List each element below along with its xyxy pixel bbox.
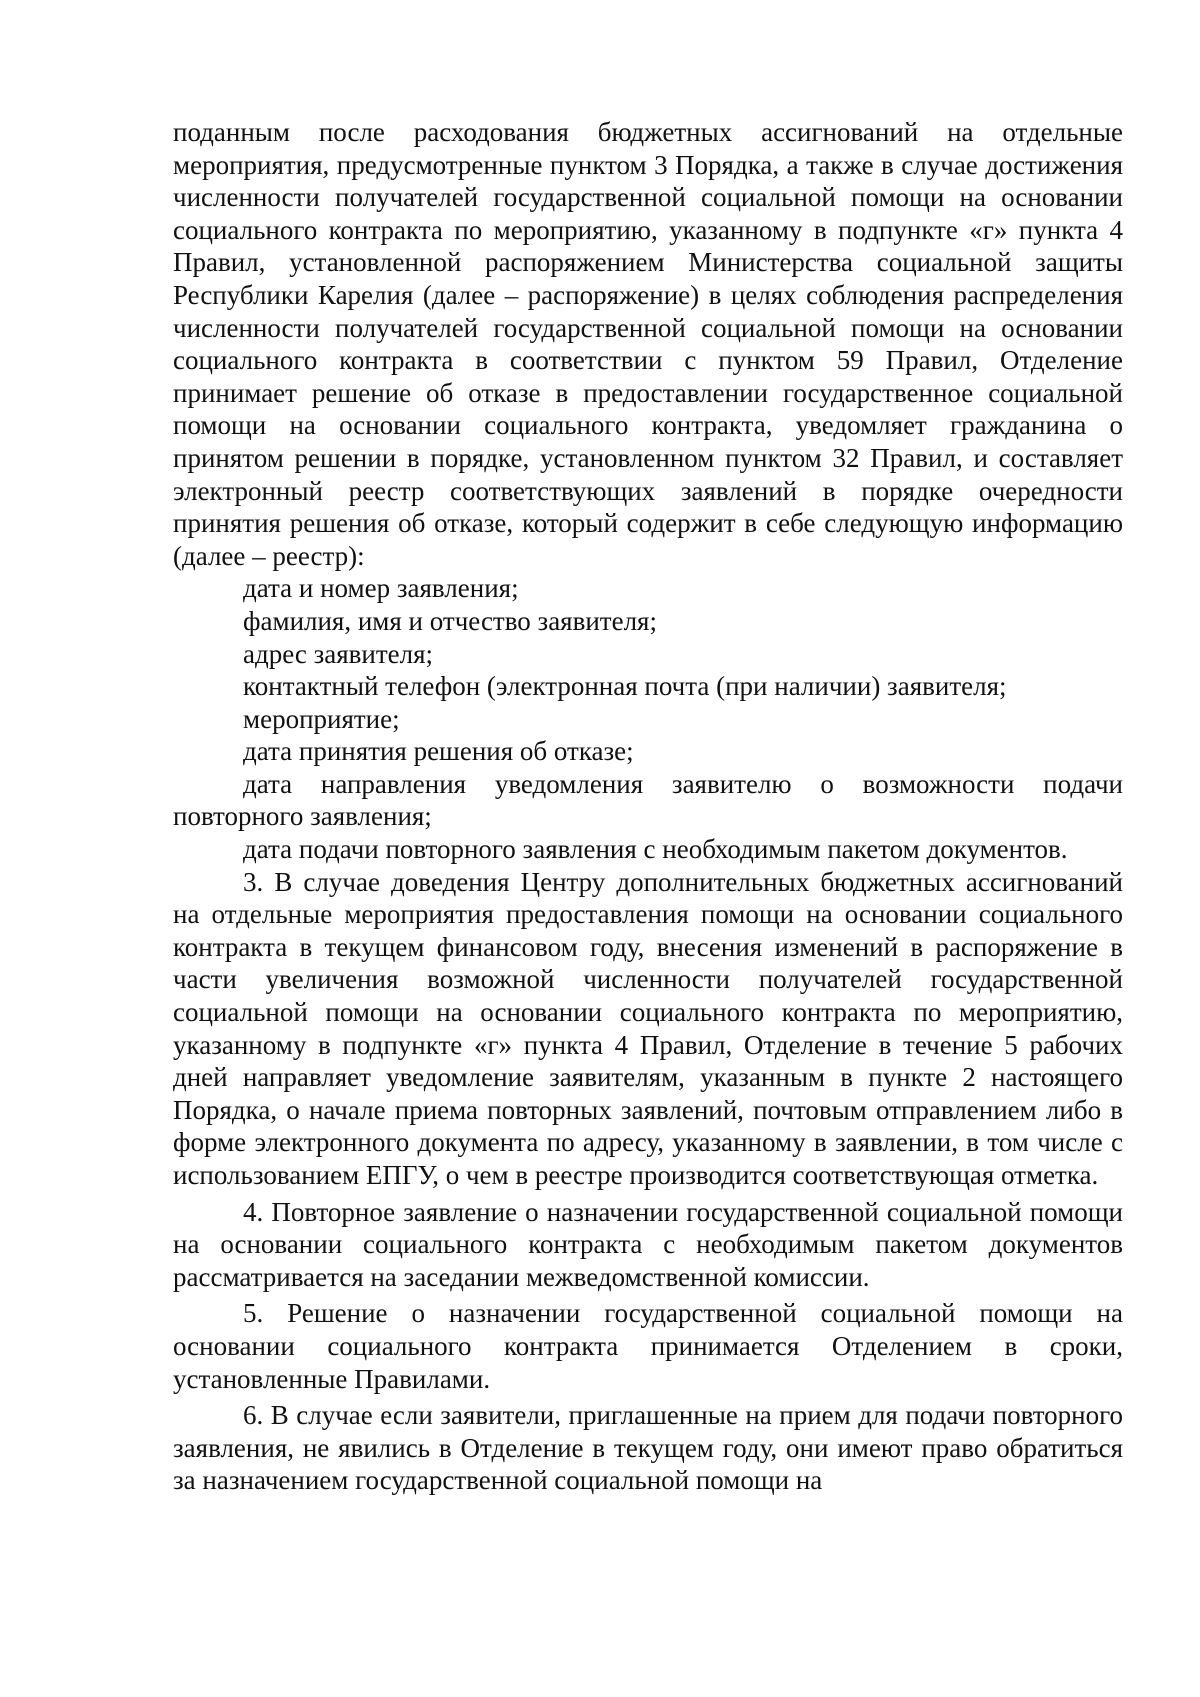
list-item-address: адрес заявителя; xyxy=(243,638,434,669)
list-item-resubmission-date: дата подачи повторного заявления с необходимым пакетом документов. xyxy=(243,834,1068,865)
list-item-activity: мероприятие; xyxy=(243,703,400,734)
list-item-notification-date: дата направления уведомления заявителю о возможности подачи повторного заявления; xyxy=(173,768,1123,832)
list-item-contact: контактный телефон (электронная почта (при наличии) заявителя; xyxy=(243,671,1007,702)
list-item-full-name: фамилия, имя и отчество заявителя; xyxy=(243,605,657,636)
paragraph-continuation: поданным после расходования бюджетных ассигнований на отдельные мероприятия, предусмотренные пунктом 3 Порядка, а также в случае достижения численности получателей государственной социальной помощи на основании социального контракта по мероприятию, указанному в подпункте «г» пункта 4 Правил, установленной распоряжением Министерства социальной защиты Республики Карелия (далее – распоряжение) в целях соблюдения распределения численности получателей государственной социальной помощи на основании социального контракта в соответствии с пунктом 59 Правил, Отделение принимает решение об отказе в предоставлении государственное социальной помощи на основании социального контракта, уведомляет гражданина о принятом решении в порядке, установленном пунктом 32 Правил, и составляет электронный реестр соответствующих заявлений в порядке очередности принятия решения об отказе, который содержит в себе следующую информацию (далее – реестр): xyxy=(173,117,1123,571)
paragraph-item-5: 5. Решение о назначении государственной социальной помощи на основании социального контракта принимается Отделением в сроки, установленные Правилами. xyxy=(173,1298,1123,1394)
paragraph-item-3: 3. В случае доведения Центру дополнительных бюджетных ассигнований на отдельные мероприятия предоставления помощи на основании социального контракта в текущем финансовом году, внесения изменений в распоряжение в части увеличения возможной численности получателей государственной социальной помощи на основании социального контракта по мероприятию, указанному в подпункте «г» пункта 4 Правил, Отделение в течение 5 рабочих дней направляет уведомление заявителям, указанным в пункте 2 настоящего Порядка, о начале приема повторных заявлений, почтовым отправлением либо в форме электронного документа по адресу, указанному в заявлении, в том числе с использованием ЕПГУ, о чем в реестре производится соответствующая отметка. xyxy=(173,866,1123,1190)
paragraph-item-6: 6. В случае если заявители, приглашенные на прием для подачи повторного заявления, не явились в Отделение в текущем году, они имеют право обратиться за назначением государственной социальной помощи на xyxy=(173,1400,1123,1496)
paragraph-item-4: 4. Повторное заявление о назначении государственной социальной помощи на основании социального контракта с необходимым пакетом документов рассматривается на заседании межведомственной комиссии. xyxy=(173,1196,1123,1292)
document-page xyxy=(173,116,1123,1497)
list-item-refusal-date: дата принятия решения об отказе; xyxy=(243,736,634,767)
list-item-date-number: дата и номер заявления; xyxy=(243,573,519,604)
